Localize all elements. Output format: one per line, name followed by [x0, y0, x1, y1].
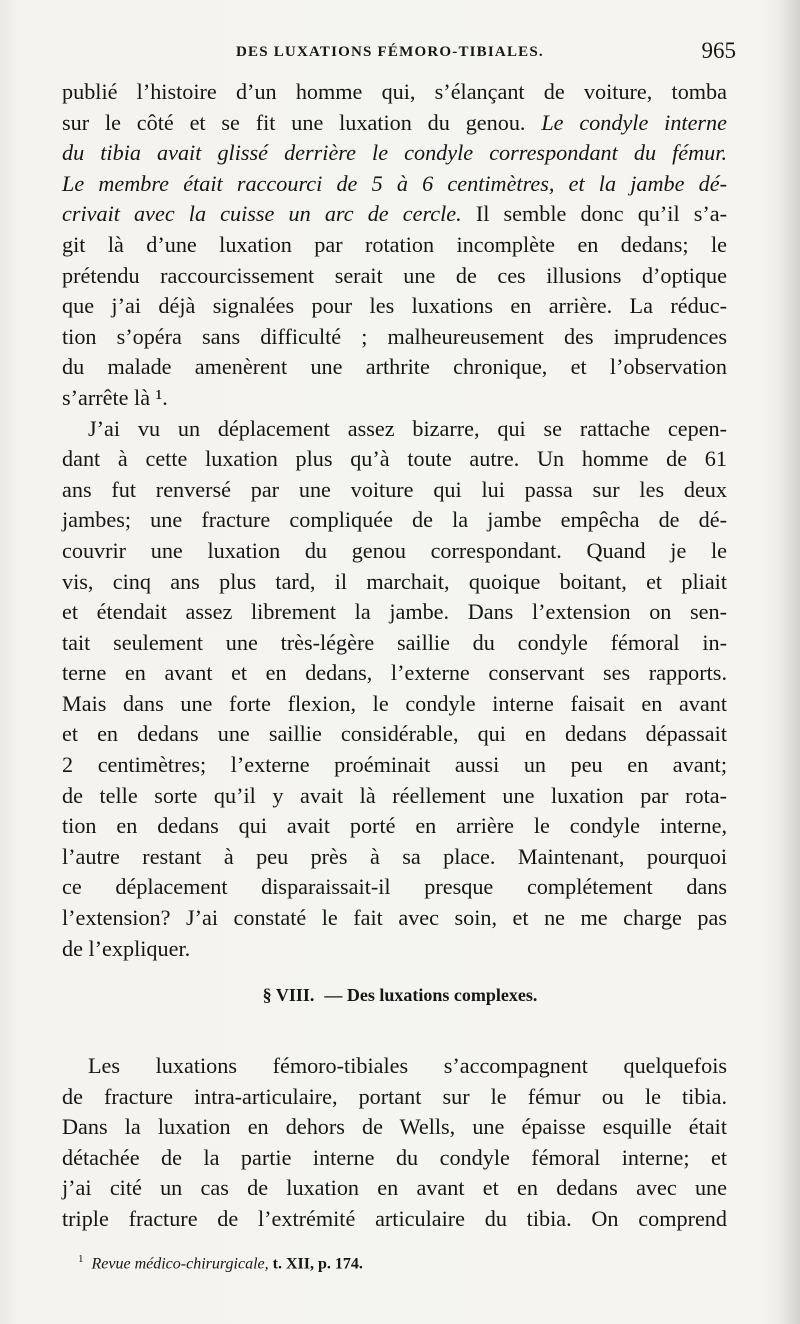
text-line: de fracture intra-articulaire, portant sur le fémur ou le tibia. [62, 1083, 727, 1109]
text-line: Les luxations fémoro-tibiales s’accompagnent quelquefois [88, 1053, 727, 1078]
text-line: de l’expliquer. [62, 935, 191, 961]
text-line: couvrir une luxation du genou correspondant. Quand je le [62, 537, 727, 563]
text-line: l’extension? J’ai constaté le fait avec soin, et ne me charge pas [62, 905, 727, 931]
page-number: 965 [701, 38, 736, 63]
text-line: Le membre était raccourci de 5 à 6 centimètres, et la jambe dé- [62, 170, 727, 196]
text-line: dant à cette luxation plus qu’à toute autre. Un homme de 61 [62, 446, 727, 472]
text-line: sur le côté et se fit une luxation du genou. Le condyle interne [62, 109, 727, 135]
text-line: tait seulement une très-légère saillie du condyle fémoral in- [62, 629, 727, 655]
italic-span: Le condyle interne [541, 109, 727, 135]
text-line: de telle sorte qu’il y avait là réellement une luxation par rota- [62, 782, 727, 808]
section-number: § VIII. [262, 985, 315, 1005]
text-line: que j’ai déjà signalées pour les luxations en arrière. La réduc- [62, 293, 727, 319]
running-title: DES LUXATIONS FÉMORO-TIBIALES. [236, 44, 544, 60]
footnote-reference: t. XII, p. 174. [272, 1255, 363, 1273]
section-text [62, 1051, 727, 1235]
text-line: Dans la luxation en dehors de Wells, une épaisse esquille était [62, 1114, 727, 1140]
text-line: jambes; une fracture compliquée de la jambe empêcha de dé- [62, 507, 727, 533]
page-edge-shadow [778, 0, 800, 1324]
text-line: tion s’opéra sans difficulté ; malheureusement des imprudences [62, 323, 727, 349]
text-line: détachée de la partie interne du condyle fémoral interne; et [62, 1144, 727, 1170]
text-line: 2 centimètres; l’externe proéminait aussi un peu en avant; [62, 752, 727, 778]
text-line: j’ai cité un cas de luxation en avant et en dedans avec une [62, 1175, 727, 1201]
footnote-source: Revue médico-chirurgicale, [91, 1255, 269, 1273]
text-line: et en dedans une saillie considérable, qui en dedans dépassait [62, 721, 727, 747]
text-line: du tibia avait glissé derrière le condyle correspondant du fémur. [62, 140, 727, 166]
text-line: git là d’une luxation par rotation incomplète en dedans; le [62, 231, 727, 257]
section-heading [0, 985, 800, 1006]
main-text [62, 77, 727, 964]
text-line: prétendu raccourcissement serait une de ces illusions d’optique [62, 262, 727, 288]
running-header [236, 38, 736, 68]
text-line: J’ai vu un déplacement assez bizarre, qui se rattache cepen- [88, 415, 727, 441]
text-line: crivait avec la cuisse un arc de cercle. Il semble donc qu’il s’a- [62, 201, 727, 227]
text-line: du malade amenèrent une arthrite chronique, et l’observation [62, 354, 727, 380]
text-line: vis, cinq ans plus tard, il marchait, quoique boitant, et pliait [62, 568, 727, 594]
text-line: tion en dedans qui avait porté en arrière le condyle interne, [62, 813, 727, 839]
footnote-mark: 1 [78, 1253, 84, 1265]
text-line: terne en avant et en dedans, l’externe conservant ses rapports. [62, 660, 727, 686]
text-line: triple fracture de l’extrémité articulaire du tibia. On comprend [62, 1205, 727, 1231]
text-line: et étendait assez librement la jambe. Dans l’extension on sen- [62, 599, 727, 625]
section-title: — Des luxations complexes. [324, 985, 538, 1005]
footnote [78, 1253, 363, 1273]
text-line: ce déplacement disparaissait-il presque complétement dans [62, 874, 727, 900]
text-line: ans fut renversé par une voiture qui lui passa sur les deux [62, 476, 727, 502]
text-line: s’arrête là ¹. [62, 384, 168, 410]
text-line: l’autre restant à peu près à sa place. Maintenant, pourquoi [62, 843, 727, 869]
text-line: publié l’histoire d’un homme qui, s’élançant de voiture, tomba [62, 79, 727, 104]
text-line: Mais dans une forte flexion, le condyle interne faisait en avant [62, 690, 727, 716]
